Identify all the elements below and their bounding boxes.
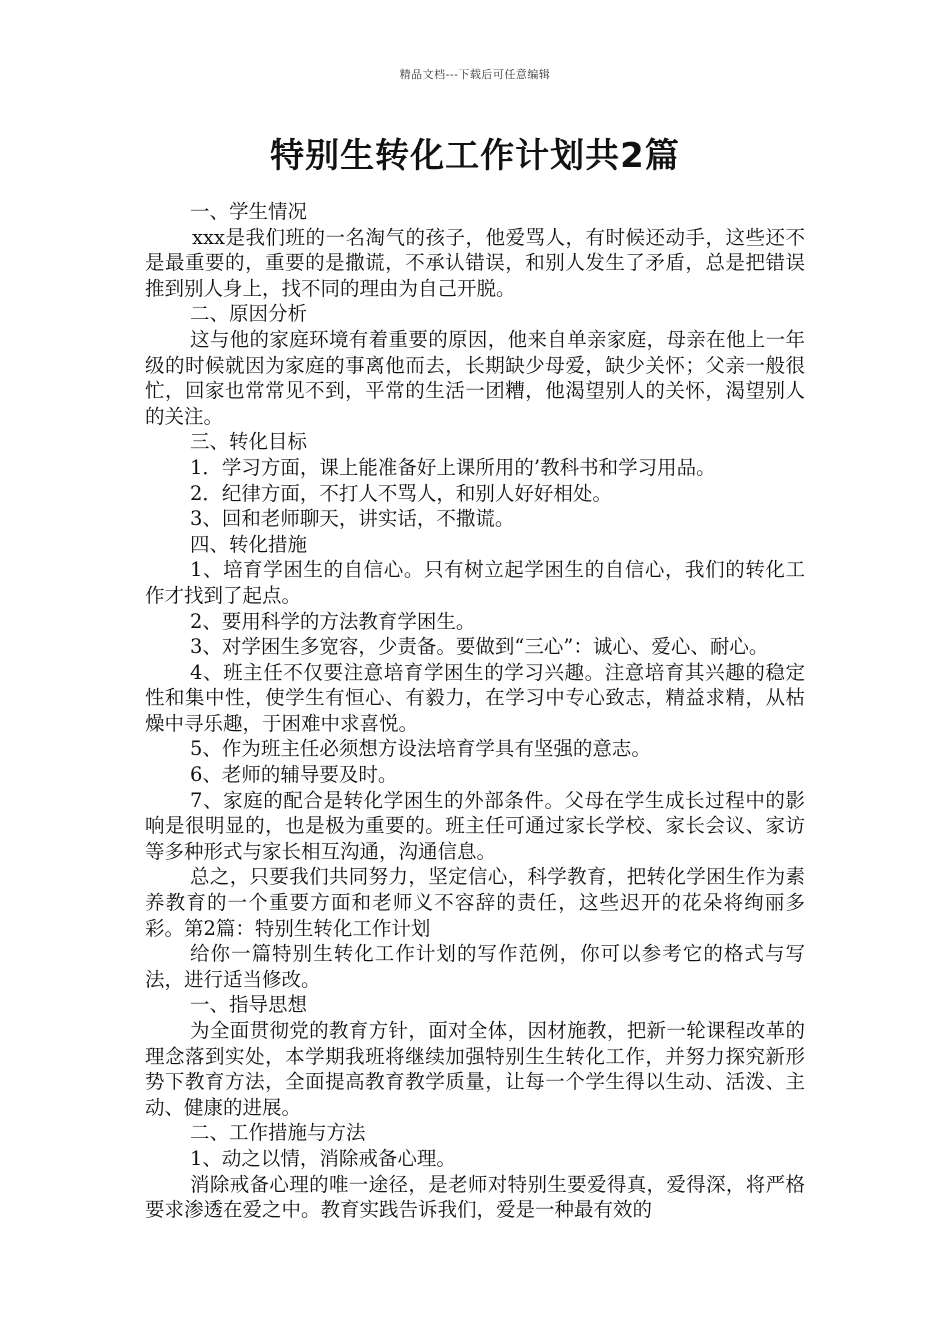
paragraph-guiding-ideology: 为全面贯彻党的教育方针，面对全体，因材施教，把新一轮课程改革的理念落到实处，本学期我班将继续加强特别生生转化工作，并努力探究新形势下教育方法，全面提高教育教学质量，让每一个学生得以生动、活泼、主动、健康的进展。 [145,1019,805,1119]
section-heading-transformation-goals: 三、转化目标 [190,430,308,454]
measure-item-tutoring: 6、老师的辅导要及时。 [190,763,398,787]
paragraph-student-situation: xxx是我们班的一名淘气的孩子，他爱骂人，有时候还动手，这些还不是最重要的，重要的是撒谎，不承认错误，和别人发生了矛盾，总是把错误推到别人身上，找不同的理由为自己开脱。 [145,225,805,300]
measure-item-family: 7、家庭的配合是转化学困生的外部条件。父母在学生成长过程中的影响是很明显的，也是极为重要的。班主任可通过家长学校、家长会议、家访等多种形式与家长相互沟通，沟通信息。 [145,788,805,863]
paragraph-summary: 总之，只要我们共同努力，坚定信心，科学教育，把转化学困生作为素养教育的一个重要方面和老师义不容辞的责任，这些迟开的花朵将绚丽多彩。第2篇：特别生转化工作计划 [145,865,805,940]
document-title: 特别生转化工作计划共2篇 [270,136,680,176]
goal-item-honesty: 3、回和老师聊天，讲实话，不撒谎。 [190,507,515,531]
paragraph-second-intro: 给你一篇特别生转化工作计划的写作范例，你可以参考它的格式与写法，进行适当修改。 [145,942,805,991]
section-heading-measures: 四、转化措施 [190,532,308,556]
measure-item-tolerance: 3、对学困生多宽容，少责备。要做到“三心”：诚心、爱心、耐心。 [190,635,769,659]
goal-item-study: 1．学习方面，课上能准备好上课所用的’教科书和学习用品。 [190,455,716,479]
paragraph-cause-analysis: 这与他的家庭环境有着重要的原因，他来自单亲家庭，母亲在他上一年级的时候就因为家庭的事离他而去，长期缺少母爱，缺少关怀；父亲一般很忙，回家也常常见不到，平常的生活一团糟，他渴望别人的关怀，渴望别人的关注。 [145,327,805,428]
section-heading-student-situation: 一、学生情况 [190,200,308,223]
document-body [145,199,805,1223]
work-measure-item-emotion: 1、动之以情，消除戒备心理。 [190,1146,456,1170]
section-heading-guiding-ideology: 一、指导思想 [190,993,308,1017]
measure-item-willpower: 5、作为班主任必须想方设法培育学具有坚强的意志。 [190,737,651,761]
section-heading-cause-analysis: 二、原因分析 [190,302,308,326]
measure-item-scientific-method: 2、要用科学的方法教育学困生。 [190,609,476,633]
paragraph-remove-defensiveness: 消除戒备心理的唯一途径，是老师对特别生要爱得真，爱得深，将严格要求渗透在爱之中。教育实践告诉我们，爱是一种最有效的 [145,1172,805,1222]
measure-item-confidence: 1、培育学困生的自信心。只有树立起学困生的自信心，我们的转化工作才找到了起点。 [145,558,805,607]
header-note: 精品文档---下载后可任意编辑 [399,68,551,81]
section-heading-work-measures: 二、工作措施与方法 [190,1121,366,1145]
measure-item-interest: 4、班主任不仅要注意培育学困生的学习兴趣。注意培育其兴趣的稳定性和集中性，使学生有恒心、有毅力，在学习中专心致志，精益求精，从枯燥中寻乐趣，于困难中求喜悦。 [145,660,805,735]
goal-item-discipline: 2．纪律方面，不打人不骂人，和别人好好相处。 [190,481,612,505]
